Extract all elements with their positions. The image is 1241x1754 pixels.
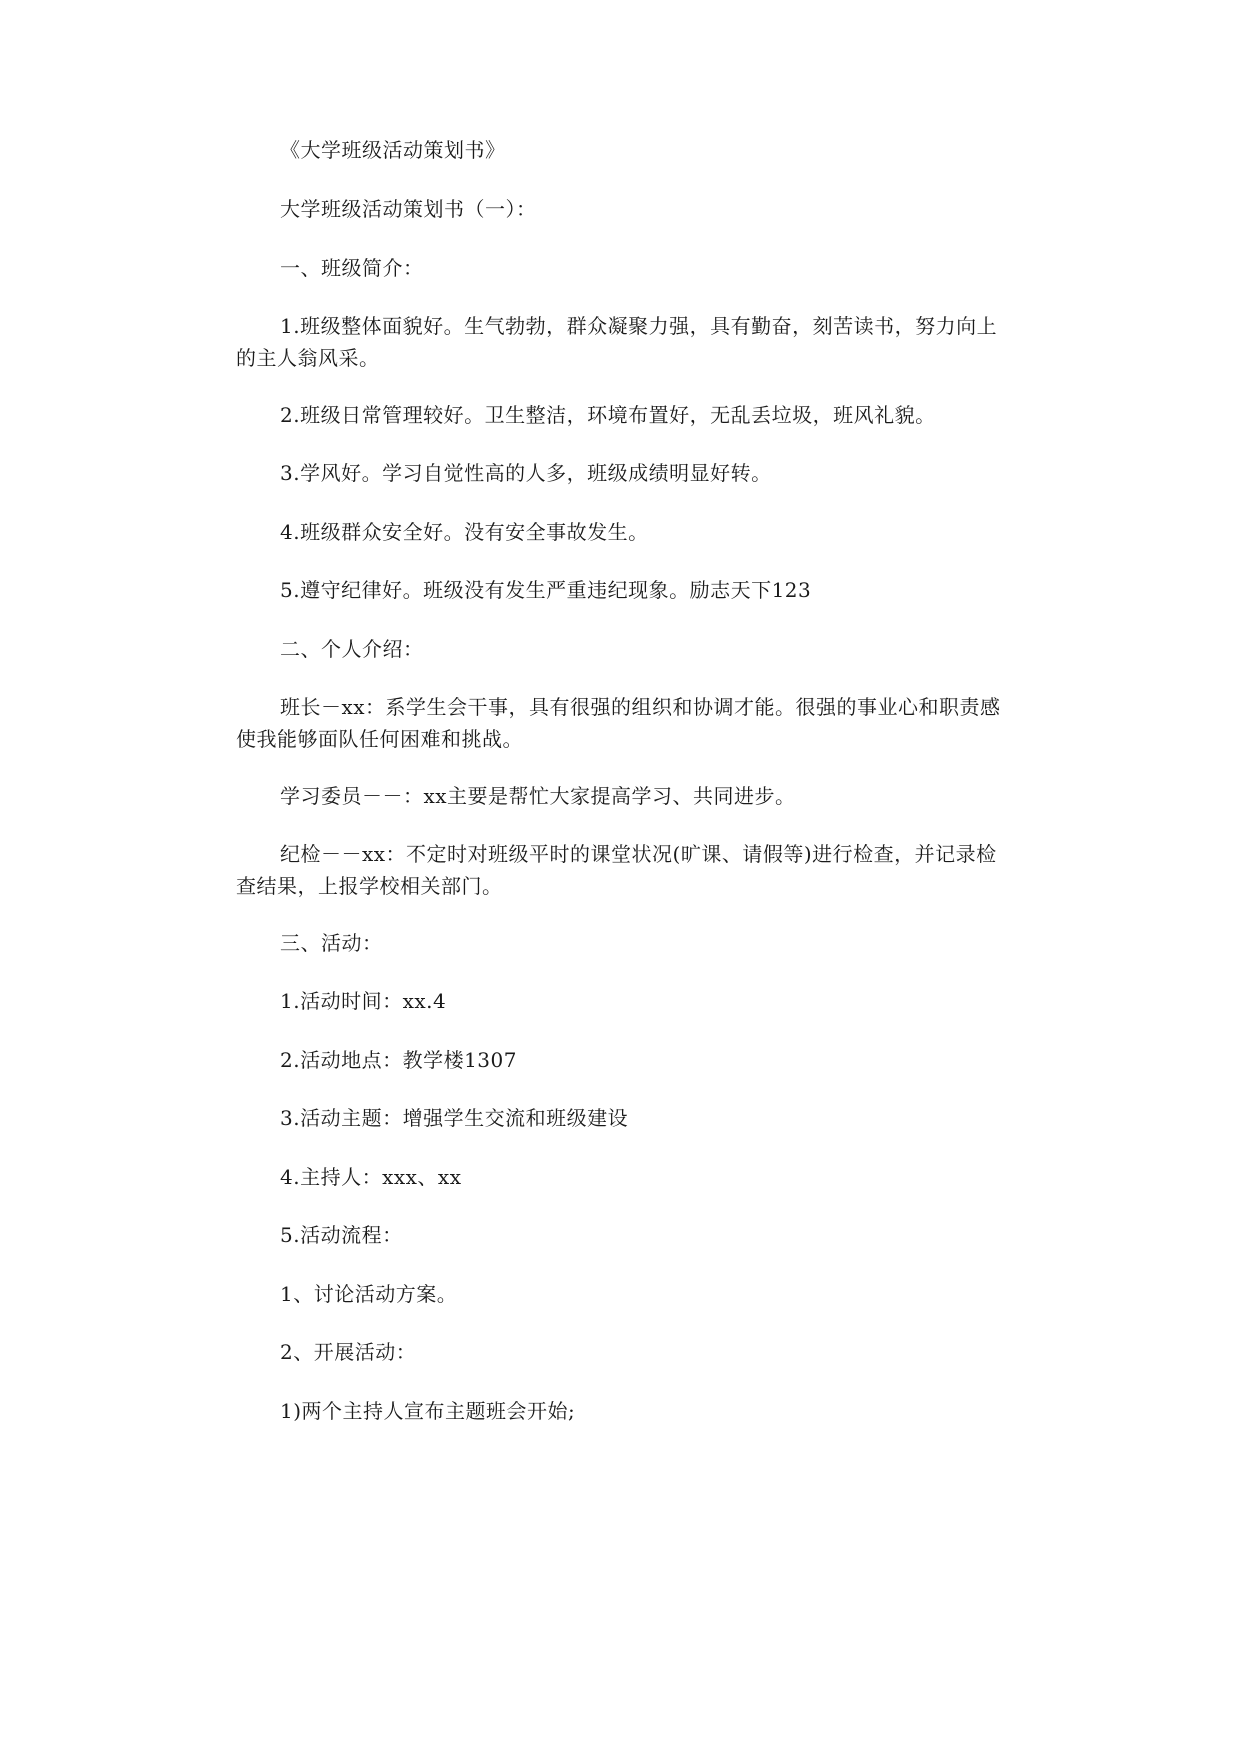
- paragraph-2: 2.班级日常管理较好。卫生整洁，环境布置好，无乱丢垃圾，班风礼貌。: [280, 403, 936, 427]
- document-subtitle: 大学班级活动策划书（一）：: [280, 197, 537, 221]
- paragraph-monitor: 班长－xx：系学生会干事，具有很强的组织和协调才能。很强的事业心和职责感使我能够面队任何困难和挑战。: [236, 695, 1001, 751]
- process-substep-1: 1)两个主持人宣布主题班会开始;: [280, 1399, 576, 1423]
- activity-location: 2.活动地点：教学楼1307: [280, 1048, 517, 1072]
- activity-theme: 3.活动主题：增强学生交流和班级建设: [280, 1106, 629, 1130]
- section-heading-class-intro: 一、班级简介：: [280, 256, 424, 280]
- paragraph-5: 5.遵守纪律好。班级没有发生严重违纪现象。励志天下123: [280, 578, 812, 602]
- activity-time: 1.活动时间：xx.4: [280, 989, 447, 1013]
- activity-process: 5.活动流程：: [280, 1223, 403, 1247]
- process-step-2: 2、开展活动：: [280, 1340, 417, 1364]
- paragraph-4: 4.班级群众安全好。没有安全事故发生。: [280, 520, 649, 544]
- process-step-1: 1、讨论活动方案。: [280, 1282, 458, 1306]
- section-heading-personal-intro: 二、个人介绍：: [280, 637, 424, 661]
- section-heading-activity: 三、活动：: [280, 931, 383, 955]
- document-title: 《大学班级活动策划书》: [280, 138, 506, 162]
- paragraph-discipline: 纪检－－xx：不定时对班级平时的课堂状况(旷课、请假等)进行检查，并记录检查结果，上报学校相关部门。: [236, 842, 997, 898]
- paragraph-3: 3.学风好。学习自觉性高的人多，班级成绩明显好转。: [280, 461, 772, 485]
- activity-host: 4.主持人：xxx、xx: [280, 1165, 462, 1189]
- paragraph-study-committee: 学习委员－－：xx主要是帮忙大家提高学习、共同进步。: [280, 784, 796, 808]
- paragraph-1: 1.班级整体面貌好。生气勃勃，群众凝聚力强，具有勤奋，刻苦读书，努力向上的主人翁风采。: [236, 314, 998, 370]
